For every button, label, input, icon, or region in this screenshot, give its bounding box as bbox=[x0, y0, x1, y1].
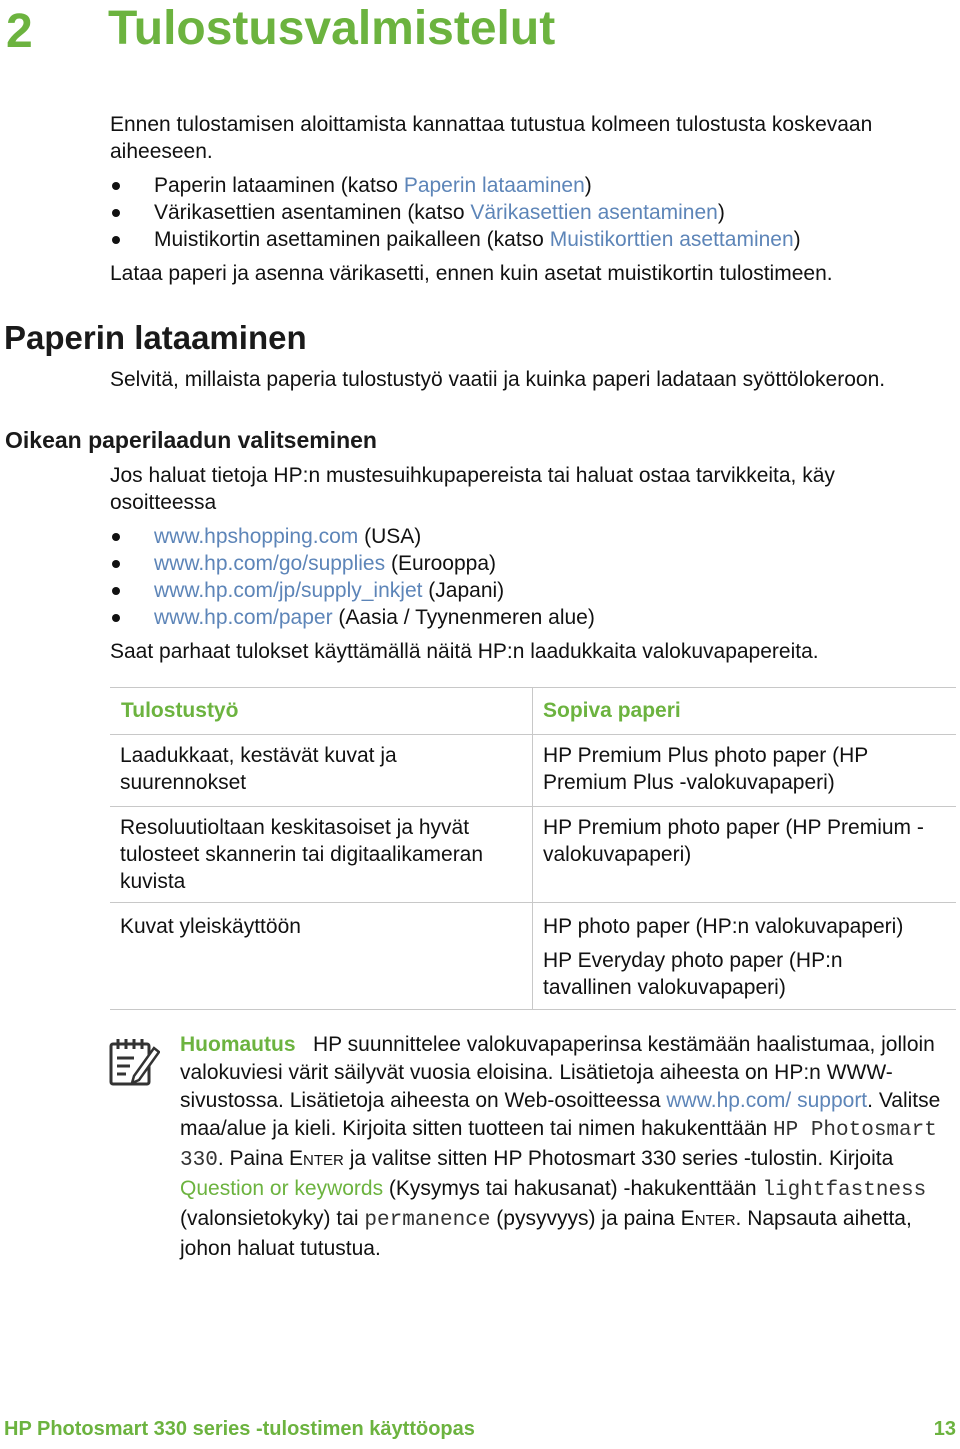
table-header-job: Tulostustyö bbox=[121, 699, 239, 722]
bullet-icon bbox=[112, 587, 120, 595]
intro-closing: Lataa paperi ja asenna värikasetti, ennen kuin asetat muistikortin tulostimeen. bbox=[110, 262, 833, 285]
code-permanence: permanence bbox=[364, 1209, 491, 1232]
note-text-part: ja valitse sitten HP Photosmart 330 series -tulostin. Kirjoita bbox=[343, 1147, 894, 1170]
table-cell-job: Resoluutioltaan keskitasoiset ja hyvät tulosteet skannerin tai digitaalikameran kuvista bbox=[120, 816, 484, 893]
note-text-part: . Napsauta aihetta, johon haluat tutustua. bbox=[180, 1207, 912, 1260]
subsection-closing: Saat parhaat tulokset käyttämällä näitä HP:n laadukkaita valokuvapapereita. bbox=[110, 640, 819, 663]
bullet-icon bbox=[112, 209, 120, 217]
subsection-text: Jos haluat tietoja HP:n mustesuihkupapereista tai haluat ostaa tarvikkeita, käy osoitteessa bbox=[110, 464, 835, 514]
list-item-text: ) bbox=[793, 228, 801, 251]
link-hp-paper[interactable]: www.hp.com/paper bbox=[154, 606, 333, 629]
note-text bbox=[180, 1031, 945, 1263]
table-cell-paper: HP photo paper (HP:n valokuvapaperi) bbox=[543, 915, 904, 938]
section-title: Paperin lataaminen bbox=[4, 319, 307, 356]
code-product-name: HP Photosmart 330 bbox=[180, 1119, 937, 1172]
list-item bbox=[110, 577, 595, 604]
bullet-icon bbox=[112, 182, 120, 190]
table-column-rule bbox=[532, 687, 533, 1009]
note-text-part: (pysyvyys) ja paina E bbox=[490, 1207, 695, 1230]
link-muistikorttien-asettaminen[interactable]: Muistikorttien asettaminen bbox=[549, 228, 794, 251]
link-hp-supplies[interactable]: www.hp.com/go/supplies bbox=[154, 552, 386, 575]
list-item-text: (USA) bbox=[358, 525, 422, 548]
table-cell-paper: HP Premium photo paper (HP Premium -valokuvapaperi) bbox=[543, 816, 924, 866]
list-item bbox=[110, 550, 595, 577]
link-hpshopping[interactable]: www.hpshopping.com bbox=[154, 525, 359, 548]
section-text: Selvitä, millaista paperia tulostustyö vaatii ja kuinka paperi ladataan syöttölokeroon. bbox=[110, 368, 886, 391]
list-item-text: ) bbox=[584, 174, 592, 197]
intro-text: Ennen tulostamisen aloittamista kannattaa tutustua kolmeen tulostusta koskevaan aiheeseen. bbox=[110, 113, 873, 163]
list-item bbox=[110, 199, 801, 226]
code-lightfastness: lightfastness bbox=[762, 1179, 927, 1202]
table-cell-paper: HP Premium Plus photo paper (HP Premium Plus -valokuvapaperi) bbox=[543, 744, 868, 794]
bullet-icon bbox=[112, 236, 120, 244]
key-enter: NTER bbox=[694, 1212, 736, 1229]
note-text-part: HP suunnittelee valokuvapaperinsa kestämään haalistumaa, jolloin valokuviesi värit säilyvät vuosia eloisina. Lisätietoja aiheesta on HP:n WWW-sivustossa. Lisätietoja aiheesta on Web-osoitteessa bbox=[180, 1033, 935, 1112]
intro-bullet-list bbox=[110, 172, 801, 253]
link-varikasettien-asentaminen[interactable]: Värikasettien asentaminen bbox=[470, 201, 718, 224]
link-hp-japan[interactable]: www.hp.com/jp/supply_inkjet bbox=[154, 579, 423, 602]
table-header-paper: Sopiva paperi bbox=[543, 699, 681, 722]
list-item bbox=[110, 226, 801, 253]
list-item-text: (Japani) bbox=[422, 579, 505, 602]
list-item-text: (Eurooppa) bbox=[385, 552, 497, 575]
note-pencil-icon bbox=[108, 1036, 160, 1088]
note-text-part: (valonsietokyky) tai bbox=[180, 1207, 365, 1230]
table-bottom-rule bbox=[110, 1009, 956, 1010]
page-number: 13 bbox=[933, 1418, 956, 1440]
bullet-icon bbox=[112, 614, 120, 622]
table-cell-job: Kuvat yleiskäyttöön bbox=[120, 915, 301, 938]
note-text-part: (Kysymys tai hakusanat) -hakukenttään bbox=[383, 1177, 763, 1200]
note-text-part: . Valitse maa/alue ja kieli. Kirjoita sitten tuotteen tai nimen hakukenttään bbox=[180, 1089, 941, 1140]
key-enter: NTER bbox=[303, 1152, 344, 1169]
bullet-icon bbox=[112, 533, 120, 541]
note-label: Huomautus bbox=[180, 1033, 296, 1056]
table-top-rule bbox=[110, 687, 956, 688]
footer-title: HP Photosmart 330 series -tulostimen käyttöopas bbox=[4, 1418, 475, 1440]
list-item bbox=[110, 523, 595, 550]
list-item-text: ) bbox=[717, 201, 725, 224]
list-item bbox=[110, 604, 595, 631]
link-paperin-lataaminen[interactable]: Paperin lataaminen bbox=[403, 174, 585, 197]
list-item-text: (Aasia / Tyynenmeren alue) bbox=[332, 606, 595, 629]
table-cell-job: Laadukkaat, kestävät kuvat ja suurennokset bbox=[120, 744, 397, 794]
subsection-title: Oikean paperilaadun valitseminen bbox=[5, 427, 377, 453]
chapter-number: 2 bbox=[6, 5, 33, 58]
link-hp-support[interactable]: www.hp.com/ support bbox=[666, 1089, 868, 1112]
ui-label-question: Question or keywords bbox=[180, 1177, 384, 1200]
table-header-rule bbox=[110, 734, 956, 735]
note-text-part: . Paina E bbox=[217, 1147, 304, 1170]
list-item-text: Värikasettien asentaminen (katso bbox=[154, 201, 471, 224]
table-cell-paper: HP Everyday photo paper (HP:n tavallinen valokuvapaperi) bbox=[543, 949, 843, 999]
list-item-text: Paperin lataaminen (katso bbox=[154, 174, 404, 197]
list-item bbox=[110, 172, 801, 199]
table-row-rule bbox=[110, 806, 956, 807]
supplies-link-list bbox=[110, 523, 595, 631]
bullet-icon bbox=[112, 560, 120, 568]
chapter-title: Tulostusvalmistelut bbox=[108, 2, 556, 55]
table-row-rule bbox=[110, 902, 956, 903]
list-item-text: Muistikortin asettaminen paikalleen (katso bbox=[154, 228, 550, 251]
